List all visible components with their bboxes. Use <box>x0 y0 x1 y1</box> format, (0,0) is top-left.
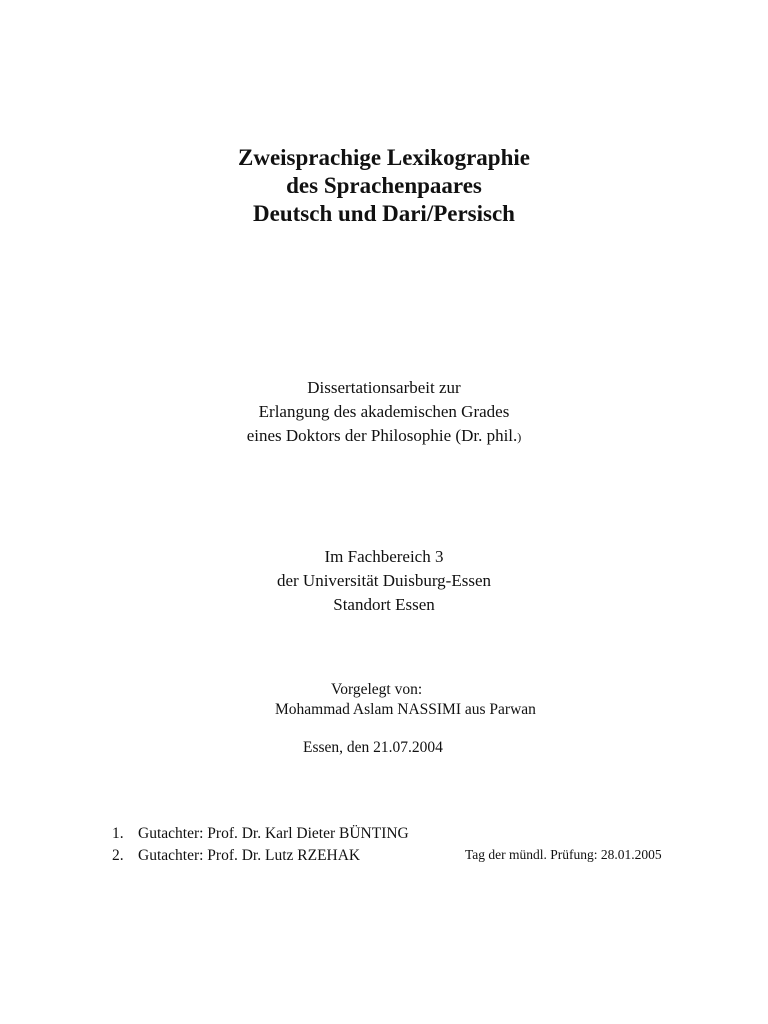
faculty-line-2: der Universität Duisburg-Essen <box>276 571 492 590</box>
place-date: Essen, den 21.07.2004 <box>303 739 443 756</box>
submitted-by-label: Vorgelegt von: <box>331 681 423 698</box>
dissertation-line-2: Erlangung des akademischen Grades <box>258 402 510 421</box>
reviewer-number: 2. <box>112 847 124 864</box>
reviewer-list <box>112 823 409 867</box>
dissertation-line-3-main: eines Doktors der Philosophie (Dr. phil. <box>246 426 518 445</box>
reviewer-item-2 <box>112 845 409 867</box>
oral-exam-date: Tag der mündl. Prüfung: 28.01.2005 <box>465 847 662 862</box>
dissertation-line-3-end: ) <box>517 430 522 444</box>
faculty-line-1: Im Fachbereich 3 <box>324 547 444 566</box>
reviewer-text: Gutachter: Prof. Dr. Lutz RZEHAK <box>138 847 361 864</box>
title-line-2: des Sprachenpaares <box>286 173 482 198</box>
reviewer-item-1 <box>112 823 409 845</box>
reviewer-text: Gutachter: Prof. Dr. Karl Dieter BÜNTING <box>138 825 409 842</box>
author-name: Mohammad Aslam NASSIMI aus Parwan <box>275 701 536 718</box>
dissertation-line-3 <box>0 425 768 448</box>
faculty-line-3: Standort Essen <box>333 595 435 614</box>
title-line-1: Zweisprachige Lexikographie <box>238 145 530 170</box>
reviewer-number: 1. <box>112 825 124 842</box>
dissertation-line-1: Dissertationsarbeit zur <box>307 378 461 397</box>
title-line-3: Deutsch und Dari/Persisch <box>253 201 515 226</box>
